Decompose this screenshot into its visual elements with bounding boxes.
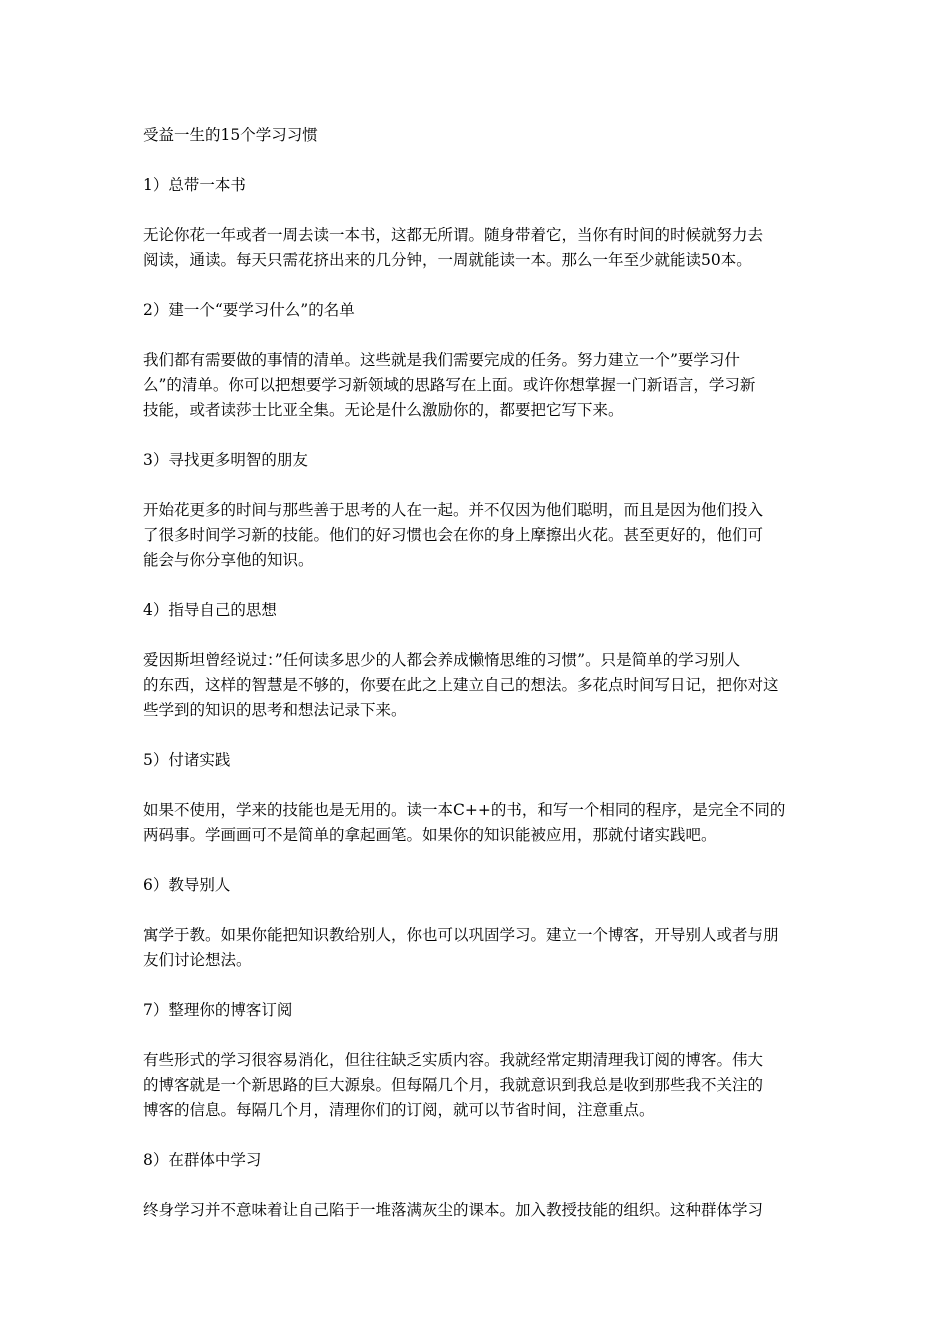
section-paragraph <box>143 923 811 973</box>
paragraph-line: 的东西，这样的智慧是不够的，你要在此之上建立自己的想法。多花点时间写日记，把你对这 <box>143 676 779 694</box>
paragraph-line: 有些形式的学习很容易消化，但往往缺乏实质内容。我就经常定期清理我订阅的博客。伟大 <box>143 1051 764 1069</box>
section-heading: 4）指导自己的思想 <box>143 601 277 619</box>
paragraph-line: 能会与你分享他的知识。 <box>143 551 314 569</box>
paragraph-line: 阅读，通读。每天只需花挤出来的几分钟，一周就能读一本。那么一年至少就能读50本。 <box>143 251 752 269</box>
paragraph-line: 寓学于教。如果你能把知识教给别人，你也可以巩固学习。建立一个博客，开导别人或者与朋 <box>143 926 779 944</box>
paragraph-line: 么”的清单。你可以把想要学习新领域的思路写在上面。或许你想掌握一门新语言，学习新 <box>143 376 756 394</box>
document-title: 受益一生的15个学习习惯 <box>143 126 318 144</box>
section-paragraph <box>143 648 811 723</box>
paragraph-line: 些学到的知识的思考和想法记录下来。 <box>143 701 407 719</box>
paragraph-line: 爱因斯坦曾经说过：”任何读多思少的人都会养成懒惰思维的习惯”。只是简单的学习别人 <box>143 651 741 669</box>
paragraph-line: 的博客就是一个新思路的巨大源泉。但每隔几个月，我就意识到我总是收到那些我不关注的 <box>143 1076 764 1094</box>
section-paragraph <box>143 1198 811 1223</box>
document-body <box>143 123 811 1248</box>
section-heading: 3）寻找更多明智的朋友 <box>143 451 308 469</box>
section-heading: 1）总带一本书 <box>143 176 246 194</box>
paragraph-line: 如果不使用，学来的技能也是无用的。读一本C++的书，和写一个相同的程序，是完全不同的 <box>143 801 786 819</box>
section-heading: 7）整理你的博客订阅 <box>143 1001 293 1019</box>
paragraph-line: 开始花更多的时间与那些善于思考的人在一起。并不仅因为他们聪明，而且是因为他们投入 <box>143 501 764 519</box>
paragraph-line: 博客的信息。每隔几个月，清理你们的订阅，就可以节省时间，注意重点。 <box>143 1101 655 1119</box>
section-paragraph <box>143 798 811 848</box>
paragraph-line: 了很多时间学习新的技能。他们的好习惯也会在你的身上摩擦出火花。甚至更好的，他们可 <box>143 526 764 544</box>
section-paragraph <box>143 498 811 573</box>
section-paragraph <box>143 223 811 273</box>
section-heading: 6）教导别人 <box>143 876 231 894</box>
paragraph-line: 两码事。学画画可不是简单的拿起画笔。如果你的知识能被应用，那就付诸实践吧。 <box>143 826 717 844</box>
paragraph-line: 技能，或者读莎士比亚全集。无论是什么激励你的，都要把它写下来。 <box>143 401 624 419</box>
section-paragraph <box>143 348 811 423</box>
paragraph-line: 终身学习并不意味着让自己陷于一堆落满灰尘的课本。加入教授技能的组织。这种群体学习 <box>143 1201 764 1219</box>
paragraph-line: 无论你花一年或者一周去读一本书，这都无所谓。随身带着它，当你有时间的时候就努力去 <box>143 226 764 244</box>
section-heading: 8）在群体中学习 <box>143 1151 262 1169</box>
paragraph-line: 我们都有需要做的事情的清单。这些就是我们需要完成的任务。努力建立一个”要学习什 <box>143 351 740 369</box>
paragraph-line: 友们讨论想法。 <box>143 951 252 969</box>
section-paragraph <box>143 1048 811 1123</box>
section-heading: 2）建一个“要学习什么”的名单 <box>143 301 355 319</box>
section-heading: 5）付诸实践 <box>143 751 231 769</box>
